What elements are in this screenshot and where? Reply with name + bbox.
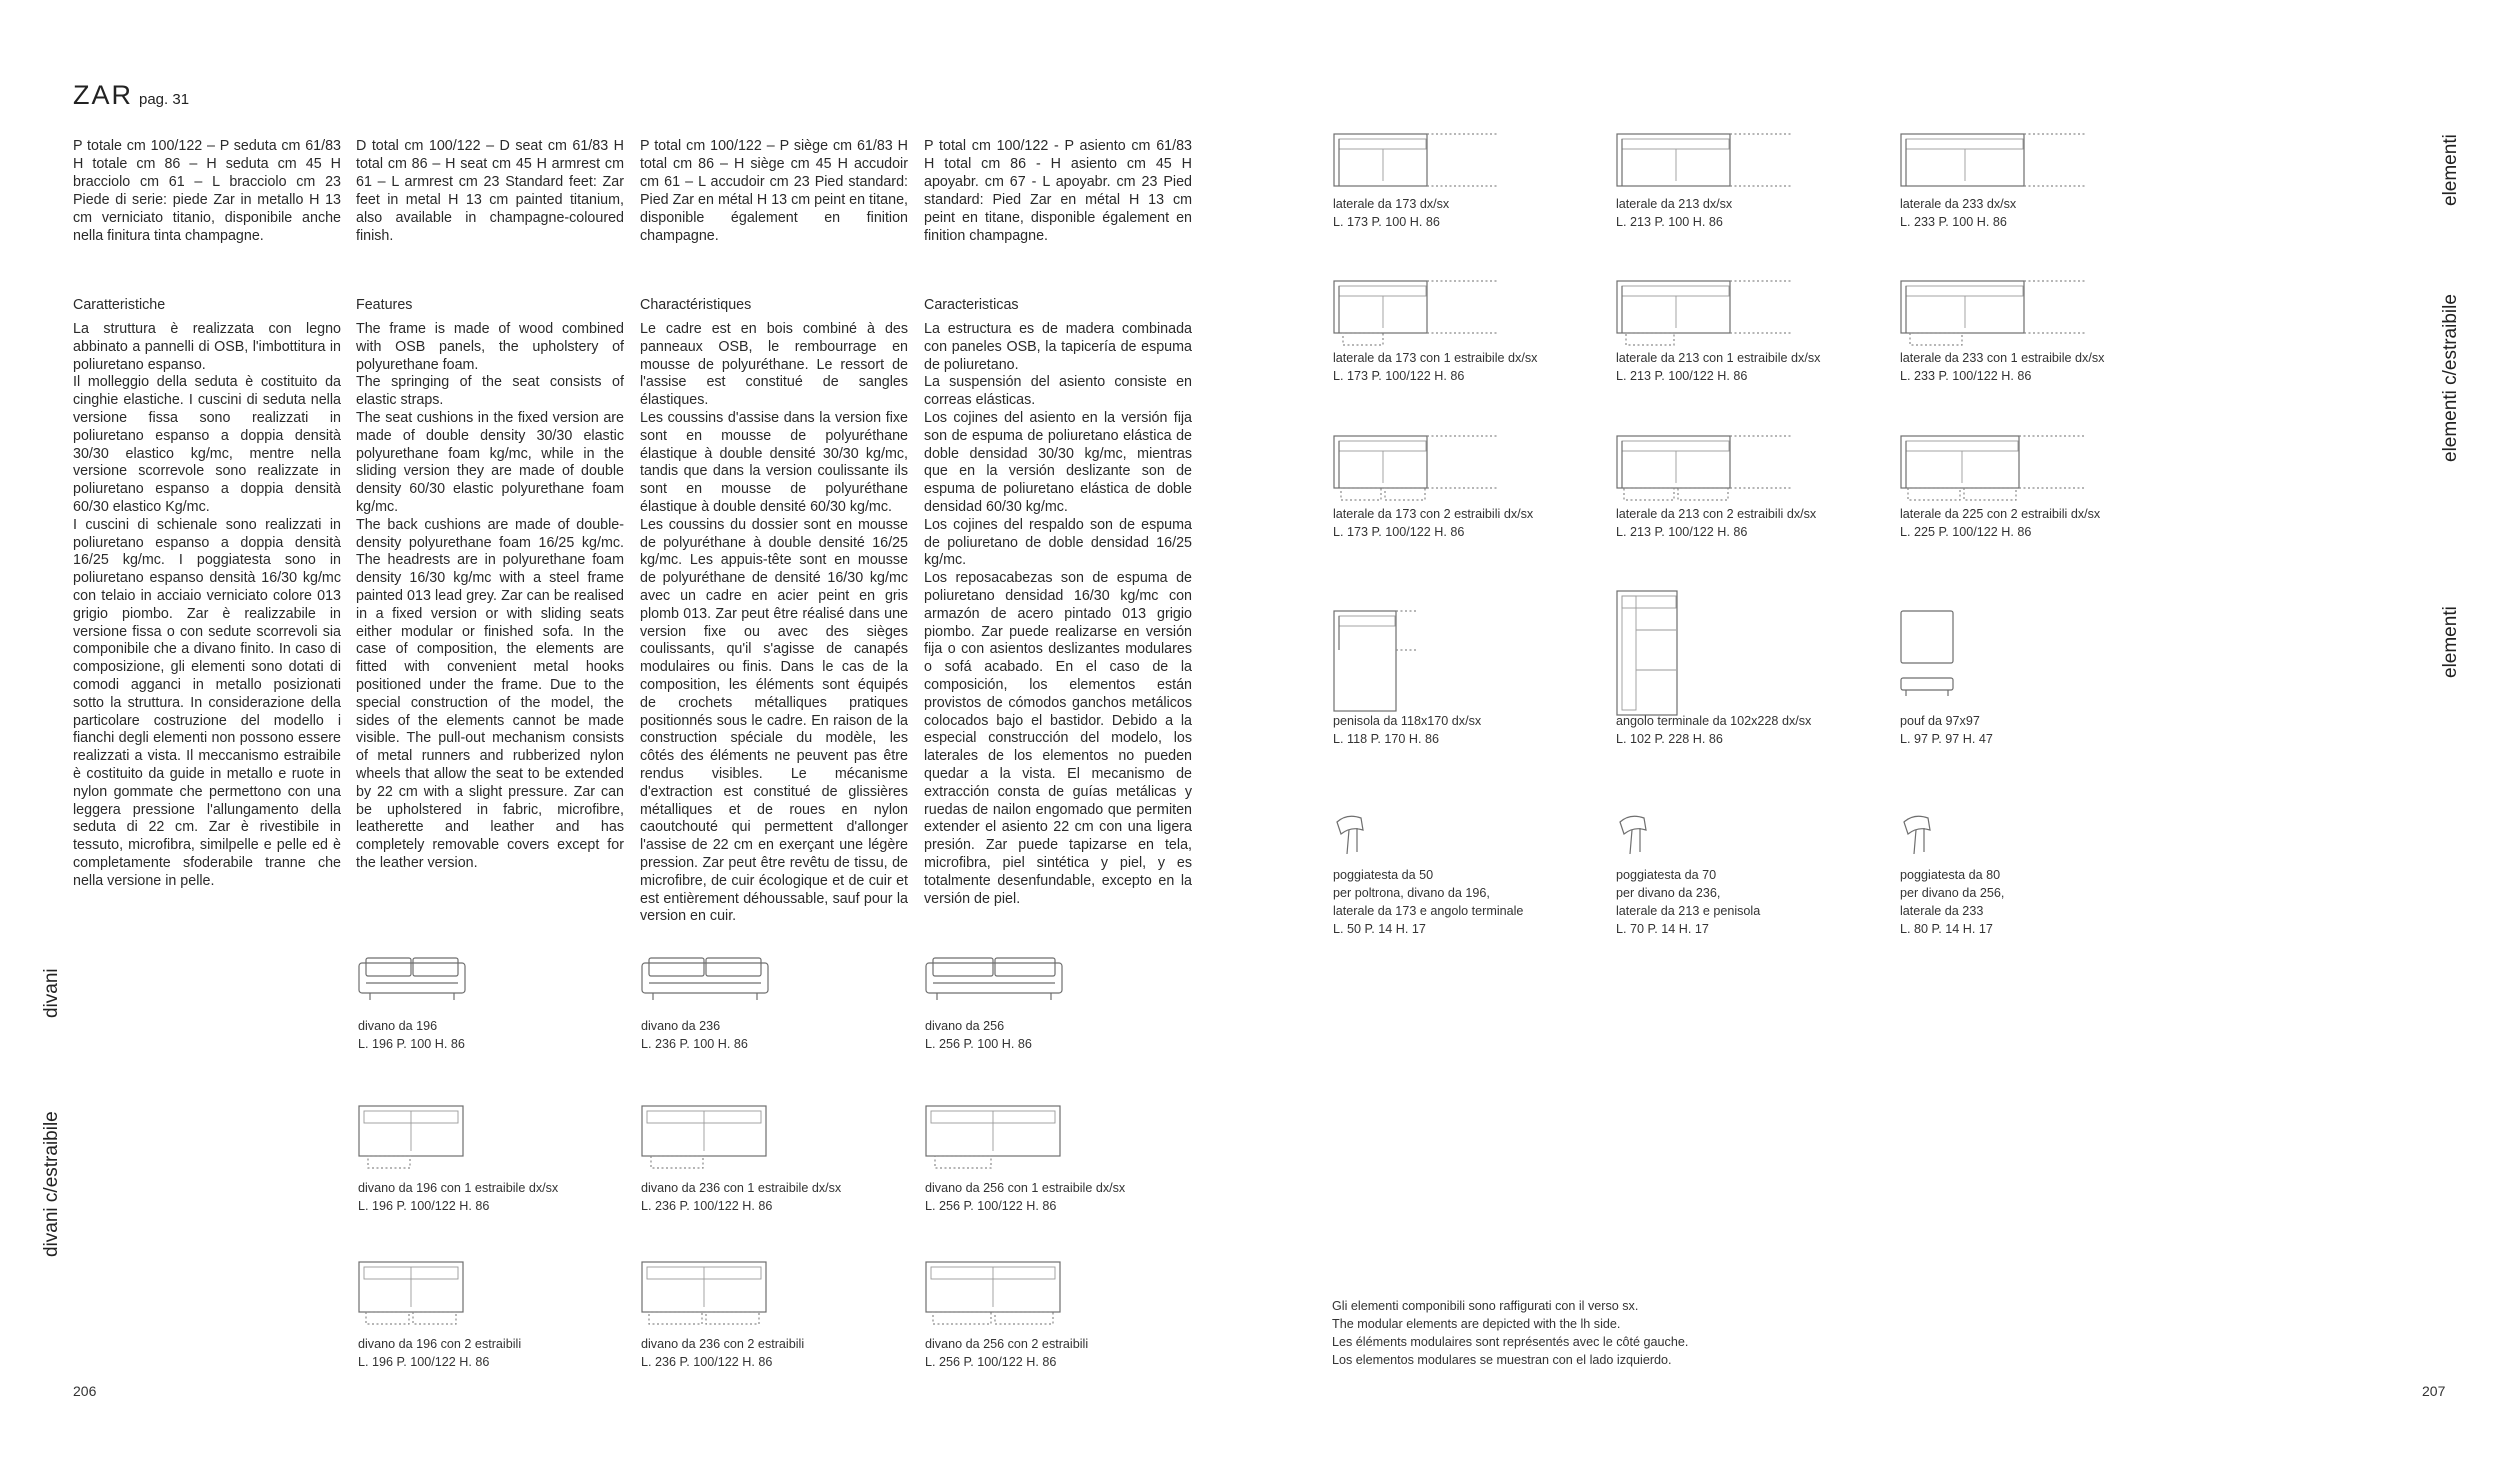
- item-label: poggiatesta da 80 per divano da 256, laterale da 233: [1900, 868, 2005, 918]
- page-number-right: 207: [2422, 1383, 2446, 1399]
- item-dims: L. 173 P. 100/122 H. 86: [1333, 369, 1465, 383]
- item-dims: L. 233 P. 100/122 H. 86: [1900, 369, 2032, 383]
- sofa-256-1-pullout-drawing: [925, 1105, 1065, 1171]
- item-dims: L. 70 P. 14 H. 17: [1616, 922, 1709, 936]
- item-label: divano da 236 con 2 estraibili: [641, 1337, 805, 1351]
- heading-spanish: Caracteristicas: [924, 297, 1019, 313]
- element-item: [1333, 866, 1523, 938]
- sofa-item: [641, 1335, 804, 1371]
- sofa-236-1-pullout-drawing: [641, 1105, 771, 1171]
- sofa-236-drawing: [641, 957, 771, 1009]
- section-label-divani: divani: [41, 968, 62, 1018]
- item-label: divano da 236 con 1 estraibile dx/sx: [641, 1181, 842, 1195]
- sofa-item: [925, 1017, 1032, 1053]
- sofa-item: [641, 1017, 748, 1053]
- item-label: laterale da 213 con 2 estraibili dx/sx: [1616, 507, 1817, 521]
- sofa-item: [925, 1179, 1125, 1215]
- item-label: divano da 256: [925, 1019, 1005, 1033]
- element-item: [1333, 349, 1537, 385]
- lateral-213-1-pullout-drawing: [1616, 280, 1796, 350]
- item-dims: L. 80 P. 14 H. 17: [1900, 922, 1993, 936]
- item-label: laterale da 213 dx/sx: [1616, 197, 1733, 211]
- item-dims: L. 236 P. 100/122 H. 86: [641, 1355, 773, 1369]
- spec-spanish: P total cm 100/122 - P asiento cm 61/83 H total cm 86 - H asiento cm 45 H apoyabr. cm 67 - L apoyabr. cm 23 Pied standard: Pied Zar en métal H 13 cm peint en titane, disponible également en finition champagne.: [924, 138, 1192, 244]
- item-dims: L. 256 P. 100 H. 86: [925, 1037, 1032, 1051]
- element-item: [1900, 349, 2104, 385]
- item-label: divano da 196 con 2 estraibili: [358, 1337, 522, 1351]
- body-italian: La struttura è realizzata con legno abbinato a pannelli di OSB, l'imbottitura in poliuretano espanso. Il molleggio della seduta è costituito da cinghie elastiche. I cuscini di seduta nella versione fissa sono realizzati in poliuretano espanso a doppia densità 30/30 elastico kg/mc, mentre nella versione scorrevole sono realizzate in poliuretano espanso a doppia densità 60/30 elastico Kg/mc. I cuscini di schienale sono realizzati in poliuretano espanso a doppia densità 16/25 kg/mc. I poggiatesta sono in poliuretano espanso densità 16/30 kg/mc con telaio in acciaio verniciato colore 013 grigio piombo. Zar è realizzabile in versione fissa o con sedute scorrevoli sia componibile che a divano finito. In caso di composizione, gli elementi sono dotati di comodi agganci in metallo posizionati sotto la struttura. In considerazione della particolare costruzione del modello i fianchi degli elementi non possono essere realizzati a vista. Il meccanismo estraibile è costituito da guide in metallo e ruote in nylon gommate che permettono con una leggera pressione l'allungamento della seduta di 22 cm. Zar è rivestibile in tessuto, microfibra, similpelle e pelle ed è completamente sfoderabile tranne che nella versione in pelle.: [73, 321, 341, 889]
- item-dims: L. 173 P. 100 H. 86: [1333, 215, 1440, 229]
- item-dims: L. 50 P. 14 H. 17: [1333, 922, 1426, 936]
- headrest-70-drawing: [1616, 812, 1656, 862]
- lateral-213-drawing: [1616, 133, 1796, 189]
- modular-note: Gli elementi componibili sono raffigurati con il verso sx. The modular elements are depicted with the lh side. Les éléments modulaires sont représentés avec le côté gauche. Los elementos modulares se muestran con el lado izquierdo.: [1332, 1299, 1689, 1367]
- item-label: divano da 196 con 1 estraibile dx/sx: [358, 1181, 559, 1195]
- chaise-longue-drawing: [1333, 610, 1423, 715]
- lateral-225-2-pullouts-drawing: [1900, 435, 2090, 505]
- corner-terminal-drawing: [1616, 590, 1686, 720]
- section-label-divani-estraibile: divani c/estraibile: [41, 1111, 62, 1257]
- item-dims: L. 236 P. 100/122 H. 86: [641, 1199, 773, 1213]
- item-dims: L. 102 P. 228 H. 86: [1616, 732, 1723, 746]
- section-label-elementi: elementi: [2440, 134, 2461, 206]
- sofa-256-2-pullouts-drawing: [925, 1261, 1065, 1327]
- element-item: [1333, 505, 1533, 541]
- sofa-256-drawing: [925, 957, 1065, 1009]
- section-label-elementi-2: elementi: [2440, 606, 2461, 678]
- lateral-173-1-pullout-drawing: [1333, 280, 1503, 350]
- page-reference: pag. 31: [139, 91, 190, 108]
- body-spanish: La estructura es de madera combinada con paneles OSB, la tapicería de espuma de poliuretano. La suspensión del asiento consiste en correas elásticas. Los cojines del asiento en la versión fija son de espuma de poliuretano elástica de doble densidad 30/30 kg/mc, mientras que en la versión deslizante son de espuma de poliuretano elástica de doble densidad 60/30 kg/mc. Los cojines del respaldo son de espuma de poliuretano de doble densidad 16/25 kg/mc. Los reposacabezas son de espuma de poliuretano densidad 16/30 kg/mc con armazón de acero pintado 013 grigio piombo. Zar puede realizarse en versión fija o con asientos deslizantes modulares o sofá acabado. En el caso de la composición, los elementos están provistos de cómodos ganchos metálicos colocados bajo el bastidor. Debido a la especial construcción del modelo, los laterales de los elementos no pueden quedar a la vista. El mecanismo de extracción consta de guías metálicas y ruedas de nailon engomado que permiten extender el asiento 22 cm con una ligera presión. Zar puede tapizarse en tela, microfibra, piel sintética y piel, y es totalmente desenfundable, excepto en la versión de piel.: [924, 321, 1192, 907]
- item-dims: L. 213 P. 100/122 H. 86: [1616, 369, 1748, 383]
- element-item: [1900, 712, 1993, 748]
- element-item: [1900, 195, 2016, 231]
- element-item: [1616, 712, 1811, 748]
- item-dims: L. 196 P. 100 H. 86: [358, 1037, 465, 1051]
- item-dims: L. 256 P. 100/122 H. 86: [925, 1199, 1057, 1213]
- item-label: pouf da 97x97: [1900, 714, 1980, 728]
- element-item: [1616, 505, 1816, 541]
- element-item: [1900, 505, 2100, 541]
- item-dims: L. 173 P. 100/122 H. 86: [1333, 525, 1465, 539]
- lateral-173-drawing: [1333, 133, 1503, 189]
- body-french: Le cadre est en bois combiné à des panneaux OSB, le rembourrage en mousse de polyuréthane. Le ressort de l'assise est constitué de sangles élastiques. Les coussins d'assise dans la version fixe sont en mousse de polyuréthane élastique à double densité 30/30 kg/mc, tandis que dans la version coulissante ils sont en mousse de polyuréthane élastique à double densité 60/30 kg/mc. Les coussins du dossier sont en mousse de polyuréthane à double densité 16/25 kg/mc. Les appuis-tête sont en mousse de polyuréthane de densité 16/30 kg/mc avec un cadre en acier peint en gris plomb 013. Zar peut être réalisé dans une version fixe ou avec des sièges coulissants, qu'il s'agisse de canapés modulaires ou finis. Dans le cas de la composition, les éléments sont équipés de crochets métalliques pratiques positionnés sous le cadre. En raison de la construction spéciale du modèle, les côtés des éléments ne peuvent pas être rendus visibles. Le mécanisme d'extraction est constitué de glissières métalliques et de roues en nylon caoutchouté qui permettent d'allonger l'assise de 22 cm en exerçant une légère pression. Zar peut être revêtu de tissu, de microfibre, de cuir écologique et de cuir et est entièrement déhoussable, sauf pour la version en cuir.: [640, 321, 908, 925]
- element-item: [1616, 195, 1732, 231]
- element-item: [1616, 866, 1760, 938]
- item-dims: L. 225 P. 100/122 H. 86: [1900, 525, 2032, 539]
- item-dims: L. 196 P. 100/122 H. 86: [358, 1199, 490, 1213]
- lateral-213-2-pullouts-drawing: [1616, 435, 1796, 505]
- item-dims: L. 256 P. 100/122 H. 86: [925, 1355, 1057, 1369]
- spec-italian: P totale cm 100/122 – P seduta cm 61/83 H totale cm 86 – H seduta cm 45 H bracciolo cm 61 – L bracciolo cm 23 Piede di serie: piede Zar in metallo H 13 cm verniciato titanio, disponibile anche nella finitura tinta champagne.: [73, 138, 341, 244]
- item-dims: L. 196 P. 100/122 H. 86: [358, 1355, 490, 1369]
- heading-english: Features: [356, 297, 413, 313]
- element-item: [1333, 712, 1481, 748]
- page-number-left: 206: [73, 1383, 97, 1399]
- sofa-item: [925, 1335, 1088, 1371]
- item-label: laterale da 233 con 1 estraibile dx/sx: [1900, 351, 2105, 365]
- sofa-item: [641, 1179, 841, 1215]
- sofa-196-drawing: [358, 957, 468, 1009]
- sofa-item: [358, 1179, 558, 1215]
- item-label: divano da 196: [358, 1019, 438, 1033]
- item-label: divano da 236: [641, 1019, 721, 1033]
- headrest-80-drawing: [1900, 812, 1940, 862]
- item-dims: L. 213 P. 100/122 H. 86: [1616, 525, 1748, 539]
- spec-french: P total cm 100/122 – P siège cm 61/83 H total cm 86 – H siège cm 45 H accudoir cm 61 – L accudoir cm 23 Pied standard: Pied Zar en métal H 13 cm peint en titane, disponible également en finition champagne.: [640, 138, 908, 244]
- lateral-233-1-pullout-drawing: [1900, 280, 2090, 350]
- item-dims: L. 213 P. 100 H. 86: [1616, 215, 1723, 229]
- element-item: [1900, 866, 2004, 938]
- item-label: angolo terminale da 102x228 dx/sx: [1616, 714, 1812, 728]
- spec-english: D total cm 100/122 – D seat cm 61/83 H total cm 86 – H seat cm 45 H armrest cm 61 – L armrest cm 23 Standard feet: Zar feet in metal H 13 cm painted titanium, also available in champagne-coloured finish.: [356, 138, 624, 244]
- item-label: laterale da 225 con 2 estraibili dx/sx: [1900, 507, 2101, 521]
- lateral-173-2-pullouts-drawing: [1333, 435, 1503, 505]
- sofa-item: [358, 1335, 521, 1371]
- lateral-233-drawing: [1900, 133, 2090, 189]
- sofa-196-2-pullouts-drawing: [358, 1261, 468, 1327]
- item-label: divano da 256 con 1 estraibile dx/sx: [925, 1181, 1126, 1195]
- item-label: penisola da 118x170 dx/sx: [1333, 714, 1482, 728]
- page-title: [73, 80, 189, 111]
- item-label: divano da 256 con 2 estraibili: [925, 1337, 1089, 1351]
- item-label: laterale da 173 dx/sx: [1333, 197, 1450, 211]
- item-label: laterale da 173 con 1 estraibile dx/sx: [1333, 351, 1538, 365]
- item-dims: L. 118 P. 170 H. 86: [1333, 732, 1439, 746]
- item-label: laterale da 173 con 2 estraibili dx/sx: [1333, 507, 1534, 521]
- sofa-item: [358, 1017, 465, 1053]
- product-name: ZAR: [73, 80, 133, 110]
- sofa-236-2-pullouts-drawing: [641, 1261, 771, 1327]
- pouf-drawing: [1900, 610, 1960, 700]
- item-label: laterale da 213 con 1 estraibile dx/sx: [1616, 351, 1821, 365]
- element-item: [1616, 349, 1820, 385]
- element-item: [1333, 195, 1449, 231]
- section-label-elementi-estraibile: elementi c/estraibile: [2440, 294, 2461, 462]
- heading-italian: Caratteristiche: [73, 297, 166, 313]
- sofa-196-1-pullout-drawing: [358, 1105, 468, 1171]
- body-english: The frame is made of wood combined with OSB panels, the upholstery of polyurethane foam. The springing of the seat consists of elastic straps. The seat cushions in the fixed version are made of double density 30/30 elastic polyurethane foam kg/mc, while in the sliding version they are made of double density 60/30 elastic polyurethane foam kg/mc. The back cushions are made of double-density polyurethane foam 16/25 kg/mc. The headrests are in polyurethane foam density 16/30 kg/mc with a steel frame painted 013 lead grey. Zar can be realised in a fixed version or with sliding seats either modular or finished sofa. In the case of composition, the elements are fitted with convenient metal hooks positioned under the frame. Due to the special construction of the model, the sides of the elements cannot be made visible. The pull-out mechanism consists of metal runners and rubberized nylon wheels that allow the seat to be extended by 22 cm with a slight pressure. Zar can be upholstered in fabric, microfibre, leatherette and leather and has completely removable covers except for the leather version.: [356, 321, 624, 871]
- heading-french: Charactéristiques: [640, 297, 752, 313]
- item-dims: L. 233 P. 100 H. 86: [1900, 215, 2007, 229]
- item-dims: L. 97 P. 97 H. 47: [1900, 732, 1993, 746]
- headrest-50-drawing: [1333, 812, 1373, 862]
- item-dims: L. 236 P. 100 H. 86: [641, 1037, 748, 1051]
- item-label: poggiatesta da 70 per divano da 236, laterale da 213 e penisola: [1616, 868, 1761, 918]
- item-label: poggiatesta da 50 per poltrona, divano da 196, laterale da 173 e angolo terminale: [1333, 868, 1524, 918]
- item-label: laterale da 233 dx/sx: [1900, 197, 2017, 211]
